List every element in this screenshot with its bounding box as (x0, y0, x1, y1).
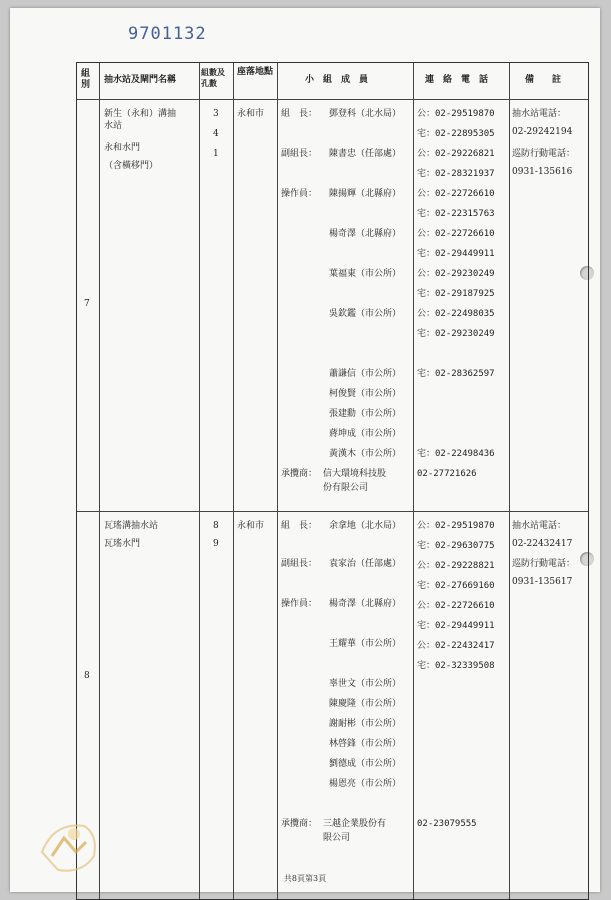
member-name: 柯俊賢（市公所） (329, 389, 402, 399)
member-name: 葉福東（市公所） (329, 269, 402, 279)
phone-number: 公：02-29226821 (417, 149, 495, 159)
member-role: 承攬商： (281, 469, 318, 479)
phone-number: 02-27721626 (417, 469, 477, 479)
member-name: 黃漢木（市公所） (329, 449, 402, 459)
header-notes: 備 註 (525, 75, 562, 85)
member-name: 楊恩亮（市公所） (329, 779, 402, 789)
group-number: 7 (84, 299, 90, 309)
member-role: 操作員： (281, 189, 318, 199)
page-footer: 共8頁第3頁 (283, 874, 327, 883)
note: 抽水站電話： (512, 109, 567, 119)
member-name: 陳書忠（任部處） (329, 149, 402, 159)
member-name: 王耀華（市公所） (329, 639, 402, 649)
member-name: 鄧登科（北水局） (329, 109, 402, 119)
group-number: 8 (84, 671, 90, 681)
member-name: 劉德成（市公所） (329, 759, 402, 769)
member-name: 信大環境科技股 (323, 469, 387, 479)
member-name: 楊奇澤（北縣府） (329, 229, 402, 239)
phone-number: 宅：02-22315763 (417, 209, 495, 219)
phone-number: 宅：02-28362597 (417, 369, 495, 379)
phone-number: 公：02-22432417 (417, 641, 495, 651)
member-name: 蕭謙信（市公所） (329, 369, 402, 379)
phone-number: 公：02-29519870 (417, 521, 495, 531)
phone-number: 公：02-29519870 (417, 109, 495, 119)
phone-number: 宅：02-29449911 (417, 621, 495, 631)
member-role: 操作員： (281, 599, 318, 609)
member-role: 副組長： (281, 559, 318, 569)
station-name: 新生（永和）溝抽 (104, 109, 177, 119)
member-name: 林啓鋒（市公所） (329, 739, 402, 749)
member-name: 蔣坤成（市公所） (329, 429, 402, 439)
member-role: 組 長： (281, 521, 318, 531)
member-role: 副組長： (281, 149, 318, 159)
phone-number: 宅：02-29230249 (417, 329, 495, 339)
location: 永和市 (237, 109, 265, 119)
count: 3 (213, 109, 219, 119)
phone-number: 公：02-22726610 (417, 229, 495, 239)
document-number: 9701132 (128, 24, 207, 44)
location: 永和市 (237, 521, 265, 531)
station-name: 瓦瑤溝抽水站 (104, 521, 159, 531)
member-name: 張建勳（市公所） (329, 409, 402, 419)
station-name: 瓦瑤水門 (104, 539, 141, 549)
member-name: 吳欽鑑（市公所） (329, 309, 402, 319)
phone-number: 公：02-22498035 (417, 309, 495, 319)
note: 0931-135617 (512, 577, 573, 587)
station-name: 永和水門 (104, 143, 141, 153)
count: 4 (213, 129, 219, 139)
phone-number: 公：02-22726610 (417, 189, 495, 199)
member-name: 楊奇澤（北縣府） (329, 599, 402, 609)
header-group: 組別 (81, 69, 91, 90)
phone-number: 公：02-22726610 (417, 601, 495, 611)
member-name: 余拿地（北水局） (329, 521, 402, 531)
phone-number: 宅：02-22498436 (417, 449, 495, 459)
note: 巡防行動電話： (512, 559, 576, 569)
header-location: 座落地點 (237, 67, 274, 77)
phone-number: 宅：02-28321937 (417, 169, 495, 179)
roster-table (76, 62, 589, 900)
note: 巡防行動電話： (512, 149, 576, 159)
phone-number: 宅：02-29630775 (417, 541, 495, 551)
phone-number: 宅：02-22895305 (417, 129, 495, 139)
member-name: 袁家治（任部處） (329, 559, 402, 569)
station-name: 水站 (104, 121, 123, 131)
phone-number: 宅：02-29187925 (417, 289, 495, 299)
note: 0931-135616 (512, 167, 573, 177)
phone-number: 02-23079555 (417, 819, 477, 829)
member-role: 組 長： (281, 109, 318, 119)
phone-number: 公：02-29228821 (417, 561, 495, 571)
phone-number: 宅：02-29449911 (417, 249, 495, 259)
count: 9 (213, 539, 219, 549)
header-phone: 連 絡 電 話 (425, 75, 489, 85)
watermark-logo (34, 812, 104, 882)
phone-number: 公：02-29230249 (417, 269, 495, 279)
member-name: 三越企業股份有 (323, 819, 387, 829)
member-name: 辜世文（市公所） (329, 679, 402, 689)
document-page (10, 8, 600, 892)
phone-number: 宅：02-27669160 (417, 581, 495, 591)
phone-number: 宅：02-32339508 (417, 661, 495, 671)
member-name: 份有限公司 (323, 483, 369, 493)
note: 02-29242194 (512, 127, 573, 137)
station-name: （含橫移門） (104, 161, 159, 171)
member-name: 限公司 (323, 833, 351, 843)
header-station: 抽水站及閘門名稱 (104, 75, 177, 85)
count: 8 (213, 521, 219, 531)
member-name: 陳慶隆（市公所） (329, 699, 402, 709)
member-name: 陳揚輝（北縣府） (329, 189, 402, 199)
member-name: 謝耐彬（市公所） (329, 719, 402, 729)
count: 1 (213, 149, 219, 159)
header-pumps: 組數及孔數 (201, 67, 225, 88)
header-members: 小 組 成 員 (305, 75, 369, 85)
note: 抽水站電話： (512, 521, 567, 531)
note: 02-22432417 (512, 539, 573, 549)
member-role: 承攬商： (281, 819, 318, 829)
